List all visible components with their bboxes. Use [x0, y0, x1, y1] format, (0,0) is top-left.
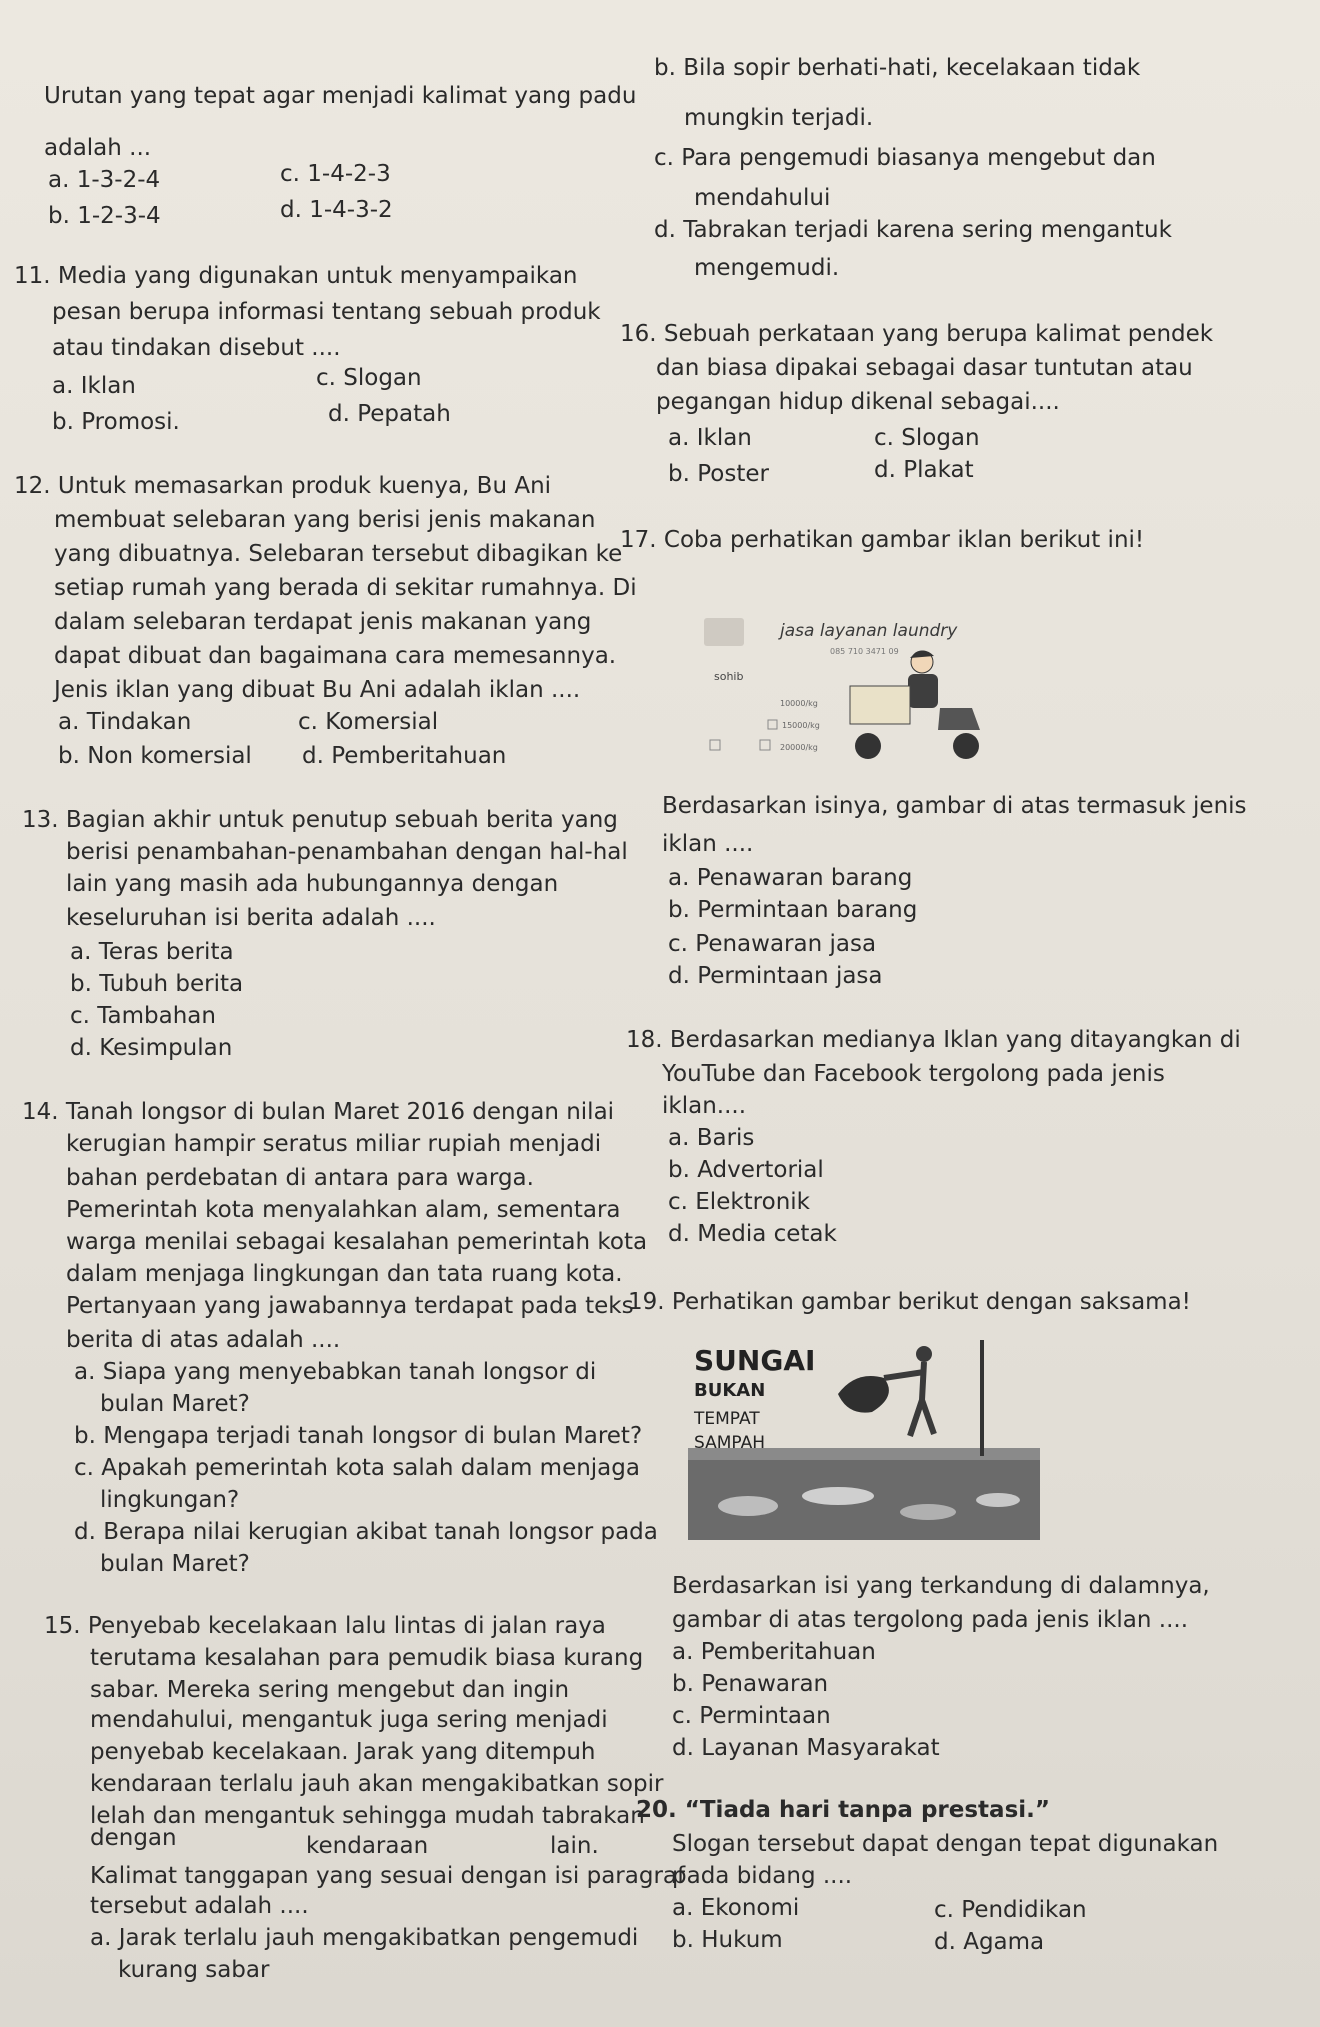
q15-option-b-cont: mungkin terjadi. — [684, 105, 874, 131]
q12-stem-line: setiap rumah yang berada di sekitar rumahnya. Di — [54, 575, 637, 601]
q16-stem-line: dan biasa dipakai sebagai dasar tuntutan atau — [656, 355, 1193, 381]
q15-stem-line: penyebab kecelakaan. Jarak yang ditempuh — [90, 1739, 596, 1765]
q13-stem-line: 13. Bagian akhir untuk penutup sebuah berita yang — [22, 807, 618, 833]
laundry-box — [850, 686, 910, 724]
q13-option-b: b. Tubuh berita — [70, 971, 244, 997]
q10-option-a: a. 1-3-2-4 — [48, 167, 161, 193]
q12-option-a: a. Tindakan — [58, 709, 192, 735]
courier-body — [908, 674, 938, 708]
q10-option-d: d. 1-4-3-2 — [280, 197, 393, 223]
q14-stem-line: Pertanyaan yang jawabannya terdapat pada teks — [66, 1293, 634, 1319]
q15-option-c: c. Para pengemudi biasanya mengebut dan — [654, 145, 1156, 171]
ad-price-line: 10000/kg — [780, 699, 818, 708]
q14-option-a: a. Siapa yang menyebabkan tanah longsor di — [74, 1359, 597, 1385]
q14-option-d: d. Berapa nilai kerugian akibat tanah longsor pada — [74, 1519, 658, 1545]
q18-stem-line: YouTube dan Facebook tergolong pada jenis — [662, 1061, 1165, 1087]
q14-option-c: c. Apakah pemerintah kota salah dalam menjaga — [74, 1455, 640, 1481]
q18-option-d: d. Media cetak — [668, 1221, 837, 1247]
q20-option-a: a. Ekonomi — [672, 1895, 800, 1921]
q16-stem-line: 16. Sebuah perkataan yang berupa kalimat pendek — [620, 321, 1214, 347]
q15-option-b: b. Bila sopir berhati-hati, kecelakaan tidak — [654, 55, 1141, 81]
q15-option-d-cont: mengemudi. — [694, 255, 840, 281]
person-head — [916, 1346, 932, 1362]
scooter-wheel — [953, 733, 979, 759]
q14-option-c-cont: lingkungan? — [100, 1487, 240, 1513]
laundry-ad-image — [700, 612, 1000, 772]
q18-option-c: c. Elektronik — [668, 1189, 810, 1215]
q18-stem-line: iklan.... — [662, 1093, 747, 1119]
river-poster-illustration — [688, 1336, 1040, 1540]
q13-stem-line: keseluruhan isi berita adalah .... — [66, 905, 436, 931]
q10-stem-line: adalah ... — [44, 135, 152, 161]
q10-stem-line: Urutan yang tepat agar menjadi kalimat yang padu — [44, 83, 637, 109]
q16-option-a: a. Iklan — [668, 425, 752, 451]
q14-stem-line: kerugian hampir seratus miliar rupiah menjadi — [66, 1131, 602, 1157]
q20-option-b: b. Hukum — [672, 1927, 783, 1953]
q12-stem-line: yang dibuatnya. Selebaran tersebut dibagikan ke — [54, 541, 623, 567]
q19-option-b: b. Penawaran — [672, 1671, 829, 1697]
q19-option-d: d. Layanan Masyarakat — [672, 1735, 940, 1761]
q19-option-c: c. Permintaan — [672, 1703, 831, 1729]
q18-stem-line: 18. Berdasarkan medianya Iklan yang ditayangkan di — [626, 1027, 1241, 1053]
poster-line: SUNGAI — [694, 1344, 816, 1377]
q15-stem-line: Kalimat tanggapan yang sesuai dengan isi paragraf — [90, 1863, 686, 1889]
laundry-ad-illustration — [700, 612, 1000, 772]
q16-option-c: c. Slogan — [874, 425, 980, 451]
q11-option-c: c. Slogan — [316, 365, 422, 391]
q11-stem-line: atau tindakan disebut .... — [52, 335, 341, 361]
scooter-wheel — [855, 733, 881, 759]
q10-option-c: c. 1-4-2-3 — [280, 161, 391, 187]
q17-question-line: Berdasarkan isinya, gambar di atas termasuk jenis — [662, 793, 1247, 819]
ad-price-line: 15000/kg — [782, 721, 820, 730]
q12-option-b: b. Non komersial — [58, 743, 252, 769]
q15-option-a: a. Jarak terlalu jauh mengakibatkan pengemudi — [90, 1925, 639, 1951]
q14-option-b: b. Mengapa terjadi tanah longsor di bulan Maret? — [74, 1423, 643, 1449]
q20-option-c: c. Pendidikan — [934, 1897, 1087, 1923]
ad-price-line: 20000/kg — [780, 743, 818, 752]
q10-option-b: b. 1-2-3-4 — [48, 203, 161, 229]
ad-subtitle: 085 710 3471 09 — [830, 647, 899, 656]
ad-title: jasa layanan laundry — [780, 621, 958, 641]
q15-option-c-cont: mendahului — [694, 185, 831, 211]
q17-option-d: d. Permintaan jasa — [668, 963, 883, 989]
q15-stem-word: dengan — [90, 1825, 177, 1851]
q14-stem-line: warga menilai sebagai kesalahan pemerintah kota — [66, 1229, 648, 1255]
q15-option-a-cont: kurang sabar — [118, 1957, 270, 1983]
q20-option-d: d. Agama — [934, 1929, 1045, 1955]
trash-bag — [838, 1376, 889, 1413]
q15-stem-word: lain. — [550, 1833, 599, 1859]
q11-option-b: b. Promosi. — [52, 409, 180, 435]
q20-stem-line: pada bidang .... — [672, 1863, 853, 1889]
q12-stem-line: membuat selebaran yang berisi jenis makanan — [54, 507, 596, 533]
q14-stem-line: 14. Tanah longsor di bulan Maret 2016 dengan nilai — [22, 1099, 615, 1125]
q13-stem-line: lain yang masih ada hubungannya dengan — [66, 871, 559, 897]
q12-stem-line: 12. Untuk memasarkan produk kuenya, Bu Ani — [14, 473, 552, 499]
ad-logo-shape — [704, 618, 744, 646]
q14-stem-line: bahan perdebatan di antara para warga. — [66, 1165, 534, 1191]
q11-stem-line: 11. Media yang digunakan untuk menyampaikan — [14, 263, 578, 289]
ad-box-icon — [768, 720, 777, 729]
q15-stem-line: lelah dan mengantuk sehingga mudah tabrakan — [90, 1803, 645, 1829]
floating-trash — [900, 1504, 956, 1520]
floating-trash — [976, 1493, 1020, 1507]
poster-line: BUKAN — [694, 1380, 766, 1401]
q13-option-d: d. Kesimpulan — [70, 1035, 233, 1061]
ad-box-icon — [760, 740, 770, 750]
q14-option-a-cont: bulan Maret? — [100, 1391, 250, 1417]
q13-option-a: a. Teras berita — [70, 939, 234, 965]
q17-option-a: a. Penawaran barang — [668, 865, 913, 891]
q14-stem-line: dalam menjaga lingkungan dan tata ruang kota. — [66, 1261, 623, 1287]
poster-line: TEMPAT — [694, 1409, 760, 1429]
q11-option-a: a. Iklan — [52, 373, 136, 399]
q15-stem-line: mendahului, mengantuk juga sering menjadi — [90, 1707, 608, 1733]
ad-box-icon — [710, 740, 720, 750]
q17-option-b: b. Permintaan barang — [668, 897, 918, 923]
q19-option-a: a. Pemberitahuan — [672, 1639, 876, 1665]
ad-brand: sohib — [714, 670, 744, 683]
q15-stem-line: terutama kesalahan para pemudik biasa kurang — [90, 1645, 644, 1671]
q14-stem-line: berita di atas adalah .... — [66, 1327, 341, 1353]
floating-trash — [718, 1496, 778, 1516]
q19-question-line: Berdasarkan isi yang terkandung di dalamnya, — [672, 1573, 1210, 1599]
q12-stem-line: dapat dibuat dan bagaimana cara memesannya. — [54, 643, 617, 669]
q12-stem-line: dalam selebaran terdapat jenis makanan yang — [54, 609, 592, 635]
q12-option-c: c. Komersial — [298, 709, 439, 735]
q15-stem-line: kendaraan terlalu jauh akan mengakibatkan sopir — [90, 1771, 664, 1797]
q14-stem-line: Pemerintah kota menyalahkan alam, sementara — [66, 1197, 621, 1223]
q11-stem-line: pesan berupa informasi tentang sebuah produk — [52, 299, 601, 325]
q16-option-b: b. Poster — [668, 461, 769, 487]
q12-option-d: d. Pemberitahuan — [302, 743, 507, 769]
q19-question-line: gambar di atas tergolong pada jenis iklan .... — [672, 1607, 1189, 1633]
person-body — [884, 1362, 934, 1436]
q12-stem-line: Jenis iklan yang dibuat Bu Ani adalah iklan .... — [54, 677, 581, 703]
q15-stem-line: tersebut adalah .... — [90, 1893, 309, 1919]
q17-stem: 17. Coba perhatikan gambar iklan berikut ini! — [620, 527, 1145, 553]
q15-stem-word: kendaraan — [306, 1833, 429, 1859]
q18-option-b: b. Advertorial — [668, 1157, 824, 1183]
q15-stem-line: sabar. Mereka sering mengebut dan ingin — [90, 1677, 570, 1703]
q18-option-a: a. Baris — [668, 1125, 755, 1151]
q17-question-line: iklan .... — [662, 831, 754, 857]
q15-option-d: d. Tabrakan terjadi karena sering mengantuk — [654, 217, 1172, 243]
q20-stem-line: 20. “Tiada hari tanpa prestasi.” — [636, 1797, 1050, 1823]
q14-option-d-cont: bulan Maret? — [100, 1551, 250, 1577]
q19-stem: 19. Perhatikan gambar berikut dengan saksama! — [628, 1289, 1191, 1315]
q11-option-d: d. Pepatah — [328, 401, 451, 427]
q13-stem-line: berisi penambahan-penambahan dengan hal-hal — [66, 839, 628, 865]
q20-stem-line: Slogan tersebut dapat dengan tepat digunakan — [672, 1831, 1219, 1857]
q16-stem-line: pegangan hidup dikenal sebagai.... — [656, 389, 1060, 415]
river-poster-image — [688, 1336, 1040, 1540]
q13-option-c: c. Tambahan — [70, 1003, 216, 1029]
q15-stem-line: 15. Penyebab kecelakaan lalu lintas di jalan raya — [44, 1613, 606, 1639]
poster-line: SAMPAH — [694, 1433, 765, 1453]
q16-option-d: d. Plakat — [874, 457, 974, 483]
q17-option-c: c. Penawaran jasa — [668, 931, 877, 957]
floating-trash — [802, 1487, 874, 1505]
